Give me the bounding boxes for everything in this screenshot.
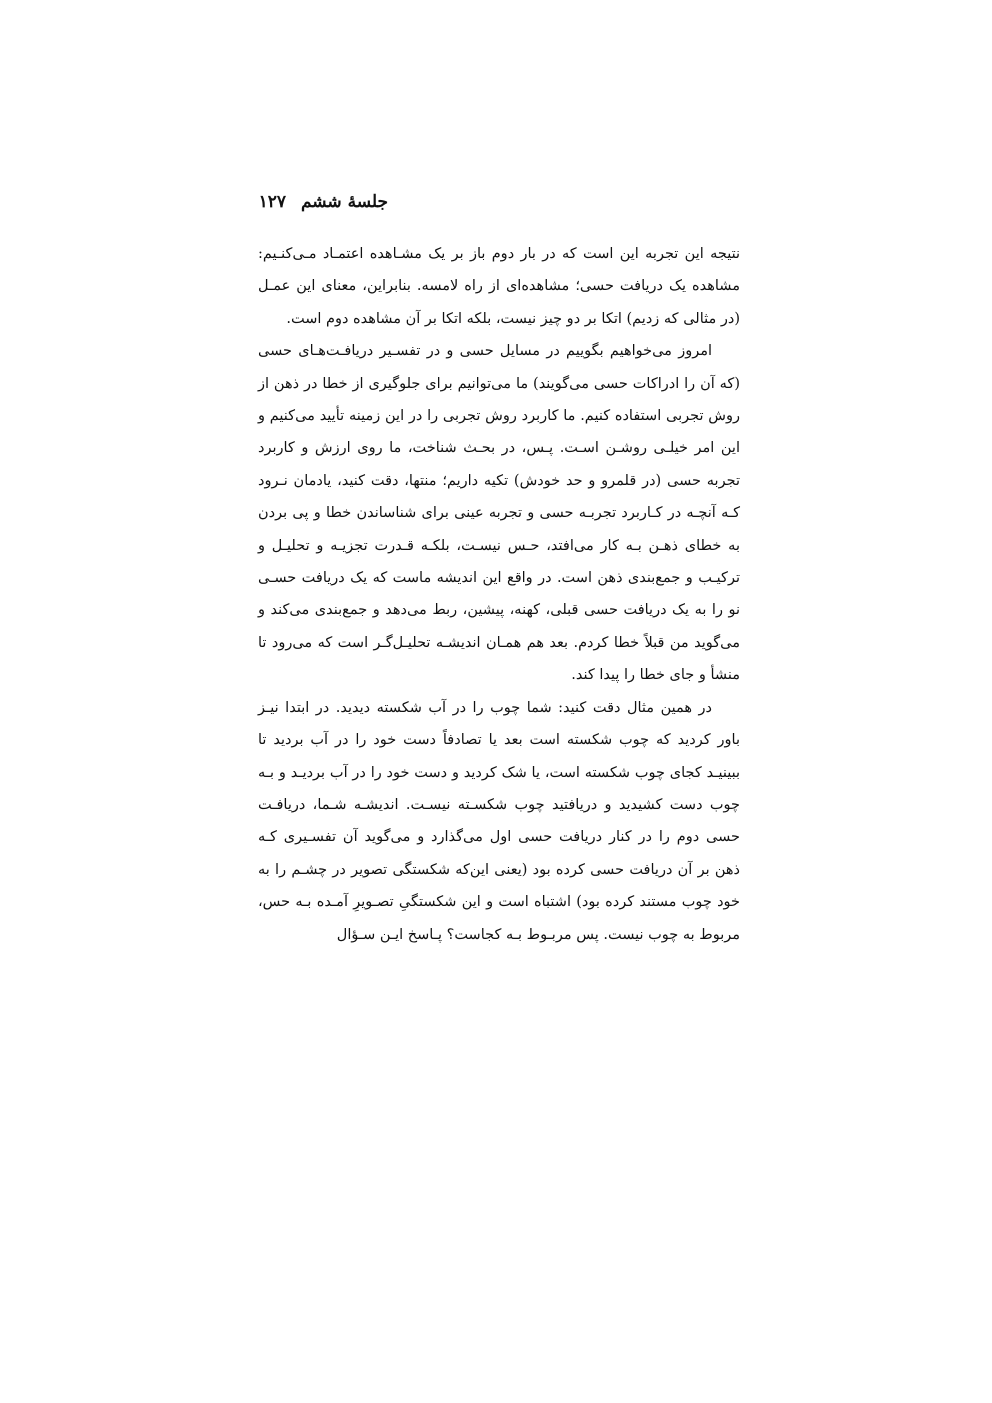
- page-header: [258, 192, 738, 222]
- paragraph-1: نتیجه این تجربه این است که در بار دوم باز بر یک مشـاهده اعتمـاد مـی‌کنـیم: مشاهده یک دریافت حسی؛ مشاهده‌ای از راه لامسه. بنابراین، معنای این عمـل (در مثالی که زدیم) اتکا بر دو چیز نیست، بلکه اتکا بر آن مشاهده دوم است.: [258, 246, 740, 327]
- running-title: جلسهٔ ششم: [300, 192, 388, 212]
- paragraph-3: در همین مثال دقت کنید: شما چوب را در آب شکسته دیدید. در ابتدا نیـز باور کردید که چوب شکسته است بعد یا تصادفاً دست خود را در آب بردید تا ببینیـد کجای چوب شکسته است، یا شک کردید و دست خود را در آب بردیـد و بـه چوب دست کشیدید و دریافتید چوب شکسـته نیسـت. اندیشـه شـما، دریافـت حسی دوم را در کنار دریافت حسی اول می‌گذارد و می‌گوید آن تفسـیری کـه ذهن بر آن دریافت حسی کرده بود (یعنی این‌که شکستگی تصویر در چشـم را به خود چوب مستند کرده بود) اشتباه است و این شکستگیِ تصـویرِ آمـده بـه حس، مربوط به چوب نیست. پس مربـوط بـه کجاست؟ پـاسخ ایـن سـؤال: [258, 699, 740, 943]
- paragraph-2: امروز می‌خواهیم بگوییم در مسایل حسی و در تفسـیر دریافـت‌هـای حسی (که آن را ادراکات حسی می‌گویند) ما می‌توانیم برای جلوگیری از خطا در ذهن از روش تجربی استفاده کنیم. ما کاربرد روش تجربی را در این زمینه تأیید می‌کنیم و این امر خیلـی روشـن اسـت. پـس، در بحـث شناخت، ما روی ارزش و کاربرد تجربه حسی (در قلمرو و حد خودش) تکیه داریم؛ منتها، دقت کنید، یادمان نـرود کـه آنچـه در کـاربرد تجربـه حسی و تجربه عینی برای شناساندن خطا و پی بردن به خطای ذهـن بـه کار می‌افتد، حـس نیسـت، بلکـه قـدرت تجزیـه و تحلیـل و ترکیـب و جمع‌بندی ذهن است. در واقع این اندیشه ماست که یک دریافت حسـی نو را به یک دریافت حسی قبلی، کهنه، پیشین، ربط می‌دهد و جمع‌بندی می‌کند و می‌گوید من قبلاً خطا کردم. بعد هم همـان اندیشـه تحلیـل‌گـر است که می‌رود تا منشأ و جای خطا را پیدا کند.: [258, 343, 740, 684]
- body-text: [258, 238, 740, 951]
- page-number: ۱۲۷: [258, 192, 286, 212]
